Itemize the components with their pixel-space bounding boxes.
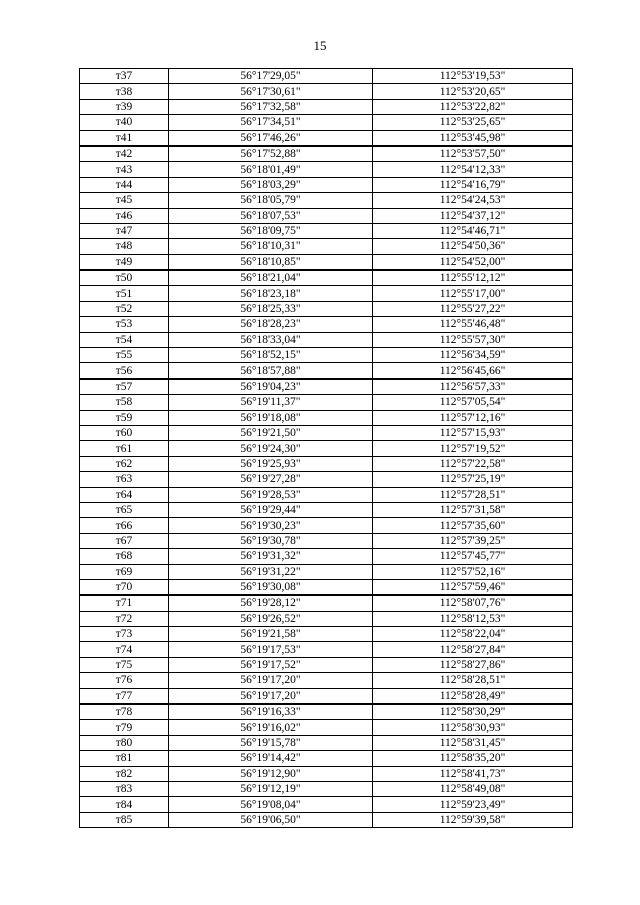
table-row [80,735,573,750]
point-id-cell: т59 [80,410,169,425]
table-row [80,502,573,517]
table-row [80,317,573,332]
latitude-cell: 56°18'52,15" [169,348,373,363]
longitude-cell: 112°53'20,65" [373,84,573,99]
table-row [80,812,573,827]
table-row [80,348,573,363]
longitude-cell: 112°58'31,45" [373,735,573,750]
longitude-cell: 112°58'28,49" [373,688,573,704]
point-id-cell: т73 [80,627,169,642]
point-id-cell: т84 [80,797,169,812]
longitude-cell: 112°58'41,73" [373,766,573,781]
table-row [80,720,573,735]
table-row [80,781,573,796]
latitude-cell: 56°19'12,90" [169,766,373,781]
longitude-cell: 112°58'30,93" [373,720,573,735]
point-id-cell: т64 [80,487,169,502]
longitude-cell: 112°58'27,84" [373,642,573,657]
longitude-cell: 112°59'39,58" [373,812,573,827]
latitude-cell: 56°19'27,28" [169,472,373,487]
longitude-cell: 112°57'15,93" [373,425,573,440]
latitude-cell: 56°19'30,23" [169,518,373,533]
point-id-cell: т65 [80,502,169,517]
longitude-cell: 112°57'35,60" [373,518,573,533]
latitude-cell: 56°18'10,31" [169,239,373,254]
table-row [80,223,573,238]
point-id-cell: т83 [80,781,169,796]
longitude-cell: 112°54'46,71" [373,223,573,238]
latitude-cell: 56°18'33,04" [169,332,373,347]
point-id-cell: т50 [80,270,169,286]
point-id-cell: т46 [80,208,169,223]
longitude-cell: 112°54'52,00" [373,254,573,270]
point-id-cell: т58 [80,395,169,410]
table-row [80,487,573,502]
longitude-cell: 112°59'23,49" [373,797,573,812]
table-row [80,704,573,720]
latitude-cell: 56°19'17,20" [169,688,373,704]
latitude-cell: 56°19'28,12" [169,595,373,611]
latitude-cell: 56°18'09,75" [169,223,373,238]
table-row [80,441,573,456]
point-id-cell: т70 [80,579,169,595]
table-row [80,410,573,425]
longitude-cell: 112°57'25,19" [373,472,573,487]
longitude-cell: 112°53'25,65" [373,115,573,130]
point-id-cell: т51 [80,286,169,301]
point-id-cell: т69 [80,564,169,579]
latitude-cell: 56°18'07,53" [169,208,373,223]
latitude-cell: 56°19'24,30" [169,441,373,456]
point-id-cell: т54 [80,332,169,347]
latitude-cell: 56°17'34,51" [169,115,373,130]
table-row [80,177,573,192]
longitude-cell: 112°53'57,50" [373,146,573,162]
latitude-cell: 56°18'05,79" [169,193,373,208]
longitude-cell: 112°57'59,46" [373,579,573,595]
latitude-cell: 56°18'57,88" [169,363,373,379]
longitude-cell: 112°54'50,36" [373,239,573,254]
latitude-cell: 56°19'31,22" [169,564,373,579]
longitude-cell: 112°53'45,98" [373,130,573,146]
latitude-cell: 56°19'21,50" [169,425,373,440]
table-row [80,254,573,270]
longitude-cell: 112°55'12,12" [373,270,573,286]
latitude-cell: 56°18'01,49" [169,162,373,177]
table-row [80,564,573,579]
point-id-cell: т42 [80,146,169,162]
point-id-cell: т45 [80,193,169,208]
longitude-cell: 112°55'17,00" [373,286,573,301]
longitude-cell: 112°53'22,82" [373,99,573,114]
point-id-cell: т38 [80,84,169,99]
coordinates-table-body [80,69,573,828]
latitude-cell: 56°18'28,23" [169,317,373,332]
longitude-cell: 112°58'07,76" [373,595,573,611]
page-number: 15 [313,38,327,53]
longitude-cell: 112°54'16,79" [373,177,573,192]
table-row [80,162,573,177]
coordinates-table [79,68,573,828]
point-id-cell: т44 [80,177,169,192]
latitude-cell: 56°18'21,04" [169,270,373,286]
point-id-cell: т76 [80,673,169,688]
table-row [80,286,573,301]
point-id-cell: т81 [80,751,169,766]
latitude-cell: 56°17'46,26" [169,130,373,146]
table-row [80,673,573,688]
longitude-cell: 112°57'05,54" [373,395,573,410]
longitude-cell: 112°54'24,53" [373,193,573,208]
longitude-cell: 112°57'31,58" [373,502,573,517]
point-id-cell: т68 [80,549,169,564]
latitude-cell: 56°19'08,04" [169,797,373,812]
longitude-cell: 112°57'28,51" [373,487,573,502]
point-id-cell: т66 [80,518,169,533]
point-id-cell: т43 [80,162,169,177]
table-row [80,579,573,595]
longitude-cell: 112°54'37,12" [373,208,573,223]
table-row [80,595,573,611]
latitude-cell: 56°19'29,44" [169,502,373,517]
table-row [80,766,573,781]
longitude-cell: 112°55'27,22" [373,301,573,316]
point-id-cell: т37 [80,69,169,84]
latitude-cell: 56°17'30,61" [169,84,373,99]
point-id-cell: т77 [80,688,169,704]
latitude-cell: 56°19'17,53" [169,642,373,657]
point-id-cell: т78 [80,704,169,720]
table-row [80,130,573,146]
point-id-cell: т39 [80,99,169,114]
latitude-cell: 56°19'28,53" [169,487,373,502]
longitude-cell: 112°58'49,08" [373,781,573,796]
longitude-cell: 112°58'12,53" [373,611,573,626]
table-row [80,472,573,487]
point-id-cell: т56 [80,363,169,379]
point-id-cell: т72 [80,611,169,626]
point-id-cell: т61 [80,441,169,456]
latitude-cell: 56°19'17,20" [169,673,373,688]
longitude-cell: 112°57'12,16" [373,410,573,425]
latitude-cell: 56°17'29,05" [169,69,373,84]
longitude-cell: 112°58'35,20" [373,751,573,766]
longitude-cell: 112°57'52,16" [373,564,573,579]
longitude-cell: 112°56'57,33" [373,379,573,395]
latitude-cell: 56°19'11,37" [169,395,373,410]
table-row [80,115,573,130]
point-id-cell: т60 [80,425,169,440]
longitude-cell: 112°58'28,51" [373,673,573,688]
table-row [80,549,573,564]
table-row [80,627,573,642]
point-id-cell: т79 [80,720,169,735]
latitude-cell: 56°19'31,32" [169,549,373,564]
latitude-cell: 56°19'30,78" [169,533,373,548]
point-id-cell: т52 [80,301,169,316]
latitude-cell: 56°18'10,85" [169,254,373,270]
longitude-cell: 112°56'34,59" [373,348,573,363]
longitude-cell: 112°55'46,48" [373,317,573,332]
table-row [80,425,573,440]
table-row [80,270,573,286]
table-row [80,657,573,672]
latitude-cell: 56°19'21,58" [169,627,373,642]
table-row [80,193,573,208]
latitude-cell: 56°18'03,29" [169,177,373,192]
point-id-cell: т47 [80,223,169,238]
point-id-cell: т57 [80,379,169,395]
point-id-cell: т74 [80,642,169,657]
longitude-cell: 112°58'22,04" [373,627,573,642]
latitude-cell: 56°19'30,08" [169,579,373,595]
latitude-cell: 56°17'32,58" [169,99,373,114]
latitude-cell: 56°19'14,42" [169,751,373,766]
longitude-cell: 112°58'27,86" [373,657,573,672]
longitude-cell: 112°57'22,58" [373,456,573,471]
point-id-cell: т80 [80,735,169,750]
latitude-cell: 56°19'16,33" [169,704,373,720]
point-id-cell: т41 [80,130,169,146]
point-id-cell: т85 [80,812,169,827]
table-row [80,518,573,533]
table-row [80,332,573,347]
latitude-cell: 56°19'25,93" [169,456,373,471]
table-row [80,146,573,162]
point-id-cell: т40 [80,115,169,130]
latitude-cell: 56°19'15,78" [169,735,373,750]
table-row [80,84,573,99]
point-id-cell: т71 [80,595,169,611]
point-id-cell: т55 [80,348,169,363]
point-id-cell: т82 [80,766,169,781]
point-id-cell: т62 [80,456,169,471]
latitude-cell: 56°18'25,33" [169,301,373,316]
longitude-cell: 112°53'19,53" [373,69,573,84]
table-row [80,688,573,704]
point-id-cell: т75 [80,657,169,672]
table-row [80,395,573,410]
latitude-cell: 56°19'17,52" [169,657,373,672]
table-row [80,533,573,548]
table-row [80,797,573,812]
point-id-cell: т67 [80,533,169,548]
table-row [80,751,573,766]
table-row [80,363,573,379]
point-id-cell: т53 [80,317,169,332]
table-row [80,611,573,626]
latitude-cell: 56°19'26,52" [169,611,373,626]
longitude-cell: 112°54'12,33" [373,162,573,177]
latitude-cell: 56°19'18,08" [169,410,373,425]
point-id-cell: т63 [80,472,169,487]
longitude-cell: 112°58'30,29" [373,704,573,720]
latitude-cell: 56°19'04,23" [169,379,373,395]
longitude-cell: 112°57'19,52" [373,441,573,456]
table-row [80,69,573,84]
latitude-cell: 56°18'23,18" [169,286,373,301]
longitude-cell: 112°55'57,30" [373,332,573,347]
latitude-cell: 56°19'12,19" [169,781,373,796]
latitude-cell: 56°19'16,02" [169,720,373,735]
table-row [80,99,573,114]
table-row [80,379,573,395]
longitude-cell: 112°57'45,77" [373,549,573,564]
latitude-cell: 56°19'06,50" [169,812,373,827]
point-id-cell: т48 [80,239,169,254]
table-row [80,456,573,471]
table-row [80,208,573,223]
latitude-cell: 56°17'52,88" [169,146,373,162]
table-row [80,642,573,657]
longitude-cell: 112°56'45,66" [373,363,573,379]
table-row [80,239,573,254]
longitude-cell: 112°57'39,25" [373,533,573,548]
table-row [80,301,573,316]
point-id-cell: т49 [80,254,169,270]
